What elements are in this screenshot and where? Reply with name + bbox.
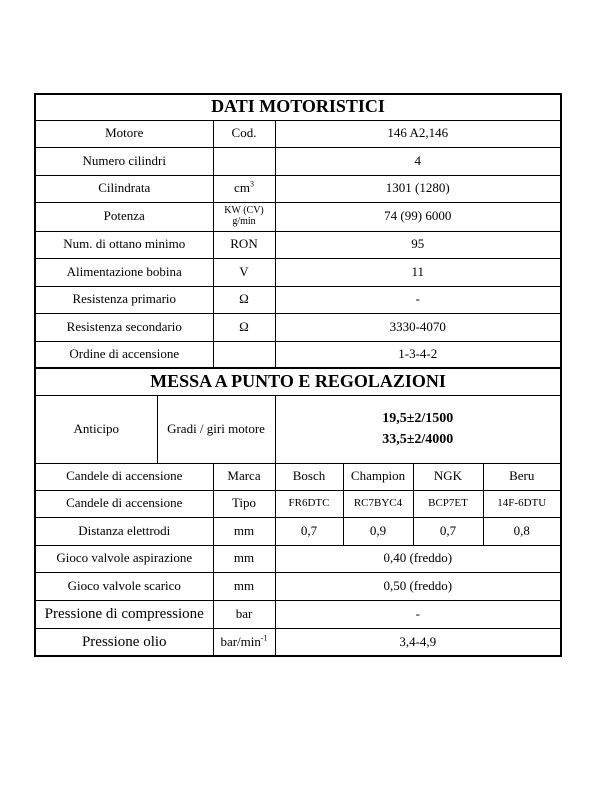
row-value: 3,4-4,9 (275, 628, 561, 656)
row-label: Resistenza primario (35, 286, 213, 313)
row-cilindri (35, 147, 561, 175)
row-label: Motore (35, 120, 213, 147)
row-unit: mm (213, 572, 275, 600)
row-label: Gioco valvole aspirazione (35, 545, 213, 572)
row-unit (213, 628, 275, 656)
row-unit: Ω (213, 313, 275, 341)
anticipo-value-1: 19,5±2/1500 (382, 411, 454, 426)
row-unit (213, 175, 275, 202)
row-value: 0,40 (freddo) (275, 545, 561, 572)
row-anticipo (35, 395, 561, 463)
row-value: 11 (275, 258, 561, 286)
gap-cell: 0,7 (413, 517, 483, 545)
row-value: 4 (275, 147, 561, 175)
row-value: 74 (99) 6000 (275, 202, 561, 231)
row-cilindrata (35, 175, 561, 202)
row-unit: Cod. (213, 120, 275, 147)
unit-superscript: 3 (249, 180, 254, 190)
row-label: Ordine di accensione (35, 341, 213, 368)
row-label: Pressione di compressione (35, 600, 213, 628)
row-bobina (35, 258, 561, 286)
row-value: - (275, 286, 561, 313)
row-unit: Marca (213, 463, 275, 490)
row-unit (213, 147, 275, 175)
gap-cell: 0,8 (483, 517, 561, 545)
row-res-secondario (35, 313, 561, 341)
row-label: Anticipo (35, 395, 157, 463)
row-potenza (35, 202, 561, 231)
type-cell: RC7BYC4 (343, 490, 413, 517)
row-ottano (35, 231, 561, 258)
row-label: Distanza elettrodi (35, 517, 213, 545)
unit-line-2: g/min (232, 215, 256, 227)
unit-base: cm (234, 180, 250, 196)
row-value: - (275, 600, 561, 628)
row-value (275, 395, 561, 463)
row-gioco-aspirazione (35, 545, 561, 572)
row-label: Num. di ottano minimo (35, 231, 213, 258)
unit-superscript: -1 (260, 633, 268, 643)
type-cell: FR6DTC (275, 490, 343, 517)
row-candele-tipo (35, 490, 561, 517)
brand-cell: NGK (413, 463, 483, 490)
row-label: Gioco valvole scarico (35, 572, 213, 600)
row-unit: bar (213, 600, 275, 628)
section-title-dati: DATI MOTORISTICI (35, 94, 561, 120)
row-motore (35, 120, 561, 147)
gap-cell: 0,9 (343, 517, 413, 545)
type-cell: BCP7ET (413, 490, 483, 517)
row-value: 1-3-4-2 (275, 341, 561, 368)
row-value: 1301 (1280) (275, 175, 561, 202)
row-value: 3330-4070 (275, 313, 561, 341)
brand-cell: Champion (343, 463, 413, 490)
unit-line-1: KW (CV) (224, 205, 264, 216)
row-label: Potenza (35, 202, 213, 231)
type-cell: 14F-6DTU (483, 490, 561, 517)
row-label: Alimentazione bobina (35, 258, 213, 286)
row-unit (213, 341, 275, 368)
gap-cell: 0,7 (275, 517, 343, 545)
unit-base: bar/min (220, 633, 261, 649)
row-unit: Tipo (213, 490, 275, 517)
row-label: Candele di accensione (35, 490, 213, 517)
row-value: 0,50 (freddo) (275, 572, 561, 600)
row-gioco-scarico (35, 572, 561, 600)
section-title-messa: MESSA A PUNTO E REGOLAZIONI (35, 368, 561, 395)
row-unit: mm (213, 545, 275, 572)
row-compressione (35, 600, 561, 628)
row-unit: Ω (213, 286, 275, 313)
row-unit: V (213, 258, 275, 286)
row-unit: Gradi / giri motore (157, 395, 275, 463)
row-label: Candele di accensione (35, 463, 213, 490)
row-label: Pressione olio (35, 628, 213, 656)
brand-cell: Bosch (275, 463, 343, 490)
row-ordine (35, 341, 561, 368)
row-unit (213, 202, 275, 231)
engine-data-table (34, 93, 562, 657)
anticipo-value-2: 33,5±2/4000 (382, 432, 454, 447)
row-unit: mm (213, 517, 275, 545)
row-olio (35, 628, 561, 656)
row-value: 95 (275, 231, 561, 258)
brand-cell: Beru (483, 463, 561, 490)
row-label: Cilindrata (35, 175, 213, 202)
row-unit: RON (213, 231, 275, 258)
row-res-primario (35, 286, 561, 313)
row-label: Resistenza secondario (35, 313, 213, 341)
row-value: 146 A2,146 (275, 120, 561, 147)
row-candele-marca (35, 463, 561, 490)
row-label: Numero cilindri (35, 147, 213, 175)
row-distanza (35, 517, 561, 545)
